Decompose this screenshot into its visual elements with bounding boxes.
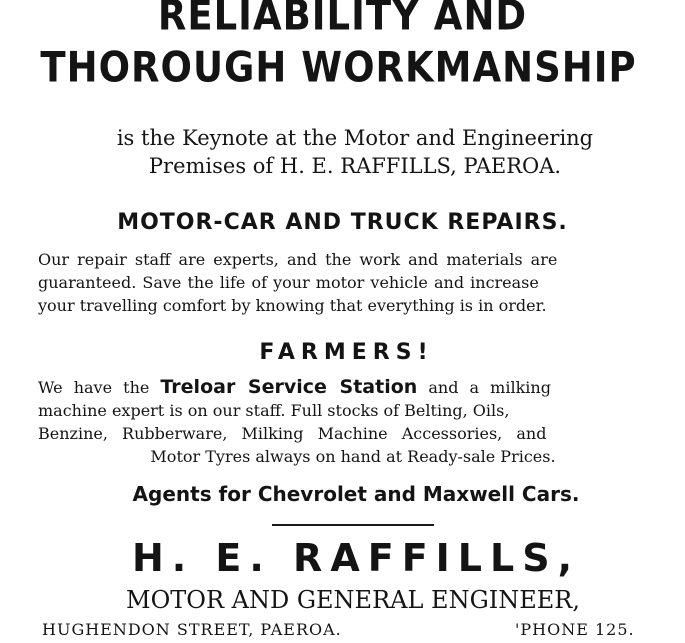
farmers-line-1 (38, 376, 668, 399)
farmers-heading: FARMERS! (259, 340, 434, 365)
agents-line: Agents for Chevrolet and Maxwell Cars. (132, 482, 580, 506)
treloar-service-station: Treloar Service Station (160, 376, 418, 398)
repairs-line: Our repair staff are experts, and the work and materials are (38, 250, 558, 269)
farmers-paragraph (38, 376, 668, 468)
headline-line-2: THOROUGH WORKMANSHIP (40, 43, 637, 92)
farmers-line-1-end: and a milking (417, 378, 551, 397)
keynote-line-1: is the Keynote at the Motor and Engineering (116, 126, 594, 150)
phone-number: 'PHONE 125. (515, 620, 635, 639)
farmers-line: Benzine, Rubberware, Milking Machine Accessories, and (38, 424, 547, 443)
repairs-line: your travelling comfort by knowing that everything is in order. (38, 296, 547, 315)
proprietor-title: MOTOR AND GENERAL ENGINEER, (126, 586, 580, 614)
farmers-line: Motor Tyres always on hand at Ready-sale Prices. (150, 447, 556, 466)
farmers-line-1-start: We have the (38, 378, 161, 397)
repairs-heading: MOTOR-CAR AND TRUCK REPAIRS. (117, 210, 568, 235)
repairs-line: guaranteed. Save the life of your motor vehicle and increase (38, 273, 539, 292)
headline-line-1: RELIABILITY AND (157, 0, 528, 40)
divider-rule (272, 524, 434, 526)
farmers-line: machine expert is on our staff. Full stocks of Belting, Oils, (38, 401, 510, 420)
street-address: HUGHENDON STREET, PAEROA. (42, 620, 342, 639)
keynote-line-2: Premises of H. E. RAFFILLS, PAEROA. (148, 154, 562, 178)
proprietor-name: H. E. RAFFILLS, (131, 536, 581, 580)
repairs-paragraph (38, 248, 668, 317)
